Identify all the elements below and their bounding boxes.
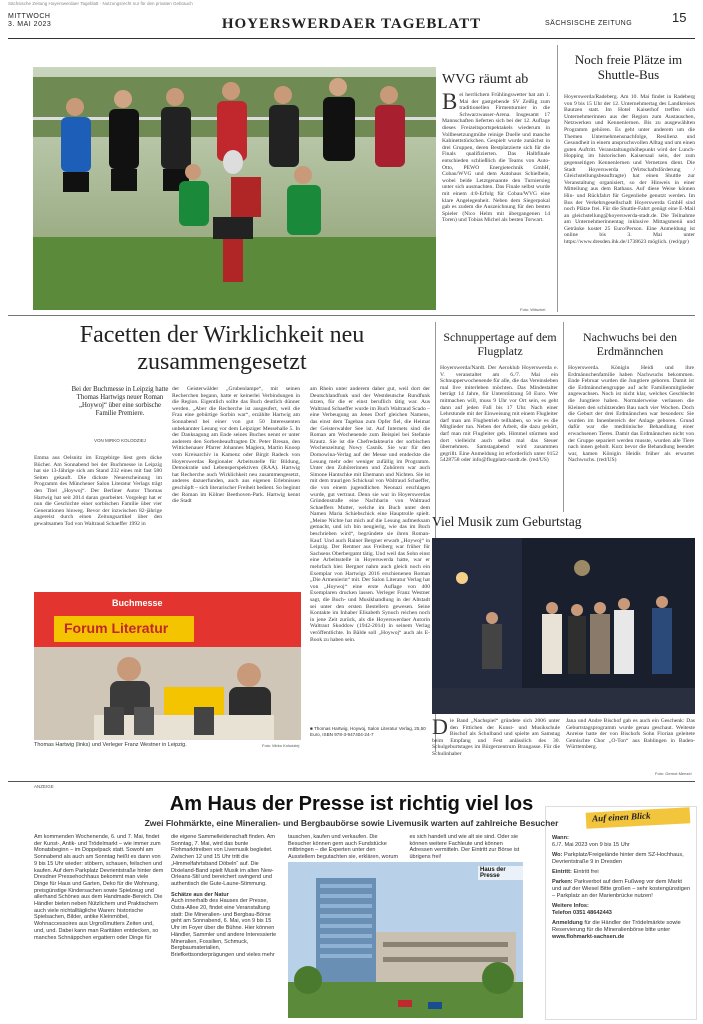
musik-dropcap: D	[432, 718, 448, 739]
banner-text-buchmesse: Buchmesse	[112, 598, 163, 608]
section-rule	[8, 315, 695, 316]
building-illustration	[288, 862, 523, 1018]
info-box-title: Auf einen Blick	[591, 810, 651, 824]
ad-col3: tauschen, kaufen und verkaufen. Die Besucher können gern auch Fundstücke mitbringen – die Experten unter den Ausstellern begutachten sie, erklären, worum es sich handelt und wie alt sie sind. Oder sie können weitere Fachleute und können Adressen vermitteln. Der Eintritt zur Börse ist übrigens frei!	[288, 834, 520, 861]
info-anmeldung-value: für die Händler der Trödelmärkte sowie Reservierung für die Mineralienbörse bitte unter	[552, 920, 681, 933]
ad-col2-text-b: Auch innerhalb des Hauses der Presse, Ostra-Allee 20, findet eine Veranstaltung statt: Die Mineralien- und Bergbau-Börse geht am Sonnabend, 6. Mai, von 9 bis 15 Uhr im Foyer über die Bühne. Hier können Händler, Sammler und andere Interessierte Mineralien, Fossilien, Schmuck, Bergbaumaterialien, Briefkettsonderprägungen und vieles mehr	[171, 898, 277, 958]
ad-col2-text-a: die eigene Sammelleidenschaft finden. Am Sonntag, 7. Mai, wird das bunte Flohmarkttreiben von Livemusik begleitet. Zwischen 12 und 15 Uhr tritt die „Himmelfahrtsband Döbeln“ auf. Die Dixieland-Band spielt Musik im alten New-Orleans-Stil und bereichert swingend und authentisch die Gute-Laune-Stimmung.	[171, 834, 275, 887]
wvg-dropcap: B	[442, 92, 458, 114]
facetten-headline: Facetten der Wirklichkeit neu zusammengesetzt	[79, 322, 365, 375]
musik-body-1	[432, 718, 560, 778]
shuttle-body: Hoyerswerda/Radeberg. Am 10. Mai findet in Radeberg von 9 bis 15 Uhr der 12. Unternehmertag des Landkreises Bautzen statt. Im Hotel Kaiserhof treffen sich Unternehmerinnen aus der Region zum Austauschen, Netzwerken und Kennenlernen. Bis zu ausgewählten Programm gehören. Es geht unter anderem um die Themen Unternehmensnachfolge, Resilienz und Gesundheit in einem anspruchsvollen Alltag und um einen guten Auftritt. Veranstaltungshöhepunkt wird der Lunch-Hopping im historischen Kaisersaal sein, der zum gegenseitigen Kennenlernen und Vernetzen dient. Die Stadt Hoyerswerda (Wirtschaftsförderung / Gleichstellungsbeauftragte) hat einen Shuttle zur Veranstaltung organisiert, so der Hinweis in einer Mitteilung aus dem Rathaus. Auf diese Weise können Hin- und Rückfahrt für Gegenliebe genutzt werden. Im Bus der Verkehrsgesellschaft Hoyerswerda GmbH sind noch Plätze frei. Für die Shuttle-Fahrt genügt eine E-Mail an gleichstellung@hoyerswerda-stadt.de. Die Teilnahme am Unternehmerinnentag inklusive Mittagsmenü und Getränke kostet 25 Euro/Person. Eine Anmeldung ist online bis 3. Mai unter https://www.dresden.ihk.de/1738623 möglich. (red/pgr)	[564, 94, 695, 246]
wvg-body-text: ei herrlichem Frühlingswetter hat am 1. Mai der gastgebende SV Zeißig zum traditionellen Firmenturnier in die Schwarzwasser-Arena. Insgesamt 17 Mannschaften lieferten sich bei der 12. Auflage dieses Freizeitsportspektakels wiederum in Vollbesetzungmühe reinige Duelle und manche Kabinettstückchen. Gespielt wurde zunächst in drei Gruppen, deren Bestplatzierte sich für die Finals qualifizierten. Das Halbfinale entschieden schließlich die Teams von Auto-Otto, PEWO Energietechnik GmbH, Cobau/WVG und dem Autohaus Schielbein, wobei beide Letztgenannte den Turniersieg unter sich ausmachten. Das Finale selbst wurde mit einem 4:0-Erfolg für Cobau/WVG eine klare Angelegenheit. Neben dem Siegerpokal gab es zudem die Auszeichnung für den besten Spieler (Nico Helm mit übergangenen 14 Toren) und Tobias Michel als besten Torwart.	[442, 92, 550, 224]
page-number: 15	[672, 10, 687, 25]
schnupper-body: Hoyerswerda/Nardt. Der Aeroklub Hoyerswerda e. V. veranstaltet am 6./7. Mai ein Schnupperwochenende für alle, die das Vereinsleben mal live miterleben möchten. Das Mindestalter beträgt 14 Jahre, für Unterstützung 50 Euro. Wer mitmachen will, muss 9 Uhr vor Ort sein, es geht dann auf jeden Fall bis 17 Uhr. Nach einer Lehrstunde mit der Einweisung mit einem Flugleiter darf man am Flugbetrieb teilhaben, so wie es die Mitglieder tun. Neben der Arbeit, die dazu gehört, darf man mit Flugleiter geb. Himmel stürmen und dort vielleicht auch selbst mal das Steuer übernehmen. Samstagabend wird zusammen gegrillt. Eine Anmeldung ist erforderlich unter 0152 5428758 oder info@flugplatz-nardt.de. (red/US)	[440, 365, 558, 464]
wvg-headline: WVG räumt ab	[442, 72, 529, 87]
banner-text-forum: Forum Literatur	[64, 620, 169, 636]
masthead-paper: SÄCHSISCHE ZEITUNG	[545, 20, 633, 27]
info-parken-value: Parkverbot auf dem Fußweg vor dem Markt und auf der Wiesel Bitte großen – sehr kostengünstigen – Parkplatz an der Marienbrücke nutzen!	[552, 879, 691, 899]
schnupper-headline: Schnuppertage auf dem Flugplatz	[443, 330, 557, 358]
masthead-rule	[8, 38, 695, 39]
haus-der-presse-photo	[288, 862, 523, 1018]
erdmaennchen-body: Hoyerswerda. Königin Heidi und ihre Erdmännchenfamilie haben Nachwuchs bekommen. Ende Februar wurden die Jungtiere geboren. Damit ist die Erdmännchengruppe auf acht Familienmitglieder angewachsen. Noch ist nicht klar, welches Geschlecht die Jungtiere haben. Normalerweise verlassen die Kleinen den schützenden Bau nach vier Wochen. Doch die Geburt der drei Erdmännchen war besonders: Sie wurden im Innenbereich der Anlage geboren. Grund dafür war die meditinische Behandlung einer erwachsenen Tieres. Damit das Erdmännchen nicht von der Gruppe separiert werden musste, wurden alle Tiere nach innen geholt. Kurz bevor die Behandlung beendet war, kamen Königin Heidis früher als erwartet Nachwuchs. (red/US)	[568, 365, 694, 464]
musik-photo-credit: Foto: Gernot Menzel	[655, 771, 692, 776]
info-weitere-key: Weitere Infos:	[552, 903, 589, 909]
musik-body-2: Jana und Andre Bischof gab es auch ein Geschenk: Das Geburtstagsprogramm wurde genau geschaut. Weiteste Anreise hatte der von Bischofs Sohn Florian geleitete Gemischte Chor „O-Ton“ aus Bahlingen in Baden-Württemberg.	[566, 718, 695, 751]
facetten-book-info: ■ Thomas Hartwig, Hoywoj, Salon Literatur Verlag, 25,50 Euro, ISBN 978-3-947404-24-7	[310, 726, 426, 737]
ad-col1: Am kommenden Wochenende, 6. und 7. Mai, findet der Kunst-, Antik- und Trödelmarkt – wie immer zum Monatsbeginn – im Doppelpack statt. Sowohl am Sonnabend als auch am Sonntag heißt es dann von 9 bis 15 Uhr wieder: stöbern, schauen, feilschen und kaufen. Auf dem Parkplatz Devrientstraße hinter dem Dresdner Pressehochhaus bekommt man viele Dinge für Haus und Garten, Deko für die Wohnung, preisgünstige Kindersachen sowie Spielzeug und allerhand Schönes aus dem Handmade-Bereich. Die Händler bieten neben Nützlichem und Praktischem auch viele nichtalltägliche Waren: historische Spielsachen, Bilder, antike Kleinmöbel, Wohnaccessoires aus Urgroßmutters Zeiten und, und, und. Dabei kann man Raritäten entdecken, so manches Schnäppchen ergattern oder Dinge für	[34, 834, 164, 941]
facetten-photo-credit: Foto: Mirko Kolodziej	[262, 743, 300, 748]
facetten-photo-caption: Thomas Hartwig (links) und Verleger Franz Westner in Leipzig.	[34, 742, 187, 748]
info-wann-key: Wann:	[552, 835, 569, 841]
facetten-col1: Emma aus Oelsnitz im Erzgebirge liest gern dicke Bücher. Am Sonnabend bei der Buchmesse in Leipzig hat sie 13-Jährige sich am Stand 232 eines mit fast 580 Seiten gekauft. Die dickste Neuerscheinung im Programm des Münchener Salon Literatur Verlags trägt den Titel „Hoywoj“. Der Berliner Autor Thomas Hartwig hat seit 2014 daran gearbeitet. Vorgelegt hat er nun die Geschichte einer sorbischen Familie über vier Generationen hinweg. Bevor der inzwischen 82-jährige angereist durch einen Zeitungsartikel über den gewaltsamen Tod von Waltraud Schaeffer 1992 in	[34, 455, 162, 527]
speakers-illustration	[34, 647, 301, 740]
ad-col2-subheading: Schätze aus der Natur	[171, 891, 229, 898]
erdmaennchen-headline: Nachwuchs bei den Erdmännchen	[583, 330, 677, 358]
facetten-author: VON MIRKO KOLODZIEJ	[93, 438, 146, 443]
masthead-day: MITTWOCH	[8, 13, 51, 20]
facetten-kicker: Bei der Buchmesse in Leipzig hatte Thomas Hartwigs neuer Roman „Hoywoj“ über eine sorbische Familie Premiere.	[71, 386, 169, 417]
facetten-col3: am Rhein unter anderem daher gut, weil dort der Deutschlandfunk und der Westdeutsche Rundfunk sitzen, für die er einst beruflich tätig war. Aus Waltraud Schaeffer wurde im Buch Waltraud Scado – eine Verbeugung an Jenes Dorf gleichen Namens, das einst dem Tagebau zum Opfer fiel, die Heimat der Geisterwalder See ist. Auf Internets sind die Roman am Wochenende zum Beispiel bei Stefanie Krautz. Sie ist die Chefredakteurin der sorbischen Wochenzeitung Nowy Casnik. Sie war für den Domowina-Verlag auf der Messe und entdeckte die Lesung mehr oder weniger zufällig im Programm. Unter den Zuhörerinnen und Zuhörern war auch Simone Hantschke mit Ehemann und Nichten. Sie ist mit dem traurigen Schicksal von Waltraud Schaeffer, die von einem jugendlichen Neonazi erschlagen wurde, gut vertraut. Denn sie war in Hoyerswerdas Gründenstraße eine Nachbarin von Waltraud Schaeffers Mutter, welche im Buch unter dem Namen Maria Schiebschick eine Hauptrolle spielt. „Meine Nichte hat mich auf die Lesung aufmerksam gemacht, und ich bin neugierig, wie das im Buch beschrieben wird“, begründete sie ihren Roman-Kauf. Und auch Rainer Bergner erwarb „Hoywoj“ in Leipzig. Der Rentner aus Freiberg war früher für Sachsens Oberbergamt tätig. Und weil das Sohn einst eine Arbeitsstelle in Hoyerswerda hatte, war er mehrfach hier. Bergner nahm auch gleich noch ein Exemplar von Hartwigs 2016 erschienenen Roman „Die Armenierin“ mit. Der Salon Literatur Verlag hat von „Hoywoj“ eine erste Auflage von 400 Exemplaren drucken lassen. Verleger Franz Westner sagt, die Buch- und Musikhandlung in der Altstadt sei unter den ersten Bestellern gewesen. Seine Kontakte im Inhaber Elisabeth Synuch reichen noch in jene Zeit zurück, als die Hoyerswerdaer Autorin Waltraut Skoddow (1942-2014) in seinem Verlag veröffentlichte. In Bälde soll „Hoywoj“ auch als E-Book zu haben sein.	[310, 386, 430, 643]
masthead-date-text: 3. MAI 2023	[8, 21, 52, 28]
info-telefon: Telefon 0351 48642443	[552, 910, 612, 916]
wvg-photo-credit: Foto: Witschel	[520, 307, 546, 312]
info-url-link[interactable]: www.flohmarkt-sachsen.de	[552, 934, 625, 940]
print-note: Sächsische Zeitung Hoyerswerdaer Tageblatt · Nutzungsrecht nur für den privaten Gebrauch	[8, 1, 193, 6]
info-eintritt-key: Eintritt:	[552, 869, 572, 875]
shuttle-headline: Noch freie Plätze im Shuttle-Bus	[574, 52, 683, 82]
ad-label: ANZEIGE	[34, 784, 54, 789]
photo-label: Haus der Presse	[478, 866, 523, 880]
column-divider	[557, 45, 558, 312]
ad-headline: Am Haus der Presse ist richtig viel los	[169, 793, 534, 815]
ad-rule	[8, 781, 695, 782]
facetten-col2: der Geisterwälder „Grubenlampe“, mit seinen Recherchen begann, hatte er keinerlei Verbindungen in die Region. Eigentlich sollte das Buch deutlich dünner werden. „Aber die Recherche ist ausgeufert, weil die Frau eine gebürtige Sorbin war“, erzählte Hartwig am Sonnabend bei einer von gut 50 Interessenten unbekannter Lesung vor dem Leipziger Messehalle 5. In der Danksagung am Ende seines Buches nennt er unter anderem den Sorbenbeauftragten Dr. Peter Bresan, den Wittichenauer Pfarrer Johannes Magiera, Martin Knoop vom Kreisarchiv in Kamenz oder Birgit Radeck von Hoyerswerdas Regionaler Arbeitsstelle für Bildung, Demokratie und Lebensperspektiven (RAA). Hartwig hat Recherche auch Wirklichkeit neu zusammengesetzt, anderes dazuerfunden, auch aus eigenen Erlebnissen geschöpft – sich literarischer Freiheit bedient. So beginnt der Roman im Kölner Beethoven-Park. Hartwig kennt die Stadt	[172, 386, 300, 505]
info-parken-key: Parken:	[552, 879, 573, 885]
info-anmeldung-key: Anmeldung	[552, 920, 583, 926]
ad-subline: Zwei Flohmärkte, eine Mineralien- und Bergbaubörse sowie Livemusik warten auf zahlreiche Besucher	[144, 818, 559, 828]
masthead-title: HOYERSWERDAER TAGEBLATT	[221, 16, 482, 32]
info-wo-value: Parkplatz/Freigelände hinter dem SZ-Hochhaus, Devrientstraße 9 in Dresden	[552, 852, 684, 865]
wvg-article-body	[442, 92, 550, 308]
concert-photo	[432, 538, 695, 714]
musik-headline: Viel Musik zum Geburtstag	[432, 514, 582, 529]
ad-col2	[171, 834, 281, 1018]
soccer-team-photo	[33, 67, 436, 310]
info-wo-key: Wo:	[552, 852, 563, 858]
concert-illustration	[432, 538, 695, 714]
info-box-content	[552, 835, 692, 1017]
column-divider	[563, 322, 564, 512]
info-eintritt-value: Eintritt frei	[573, 869, 599, 875]
info-box	[545, 806, 697, 1020]
info-wann-value: 6./7. Mai 2023 von 9 bis 15 Uhr	[552, 842, 630, 848]
musik-body-1-text: ie Band „Nachspiel“ gründete sich 2006 unter den Fittichen der Kunst- und Musikschule Bischof als Schulband und spielte am Samstag beim Empfang und Fest anlässlich des 30. Schulgeburtstages im Bürgerzentrum Braugasse. Für die Schulinhaber	[432, 718, 560, 757]
book-fair-photo	[34, 592, 301, 740]
